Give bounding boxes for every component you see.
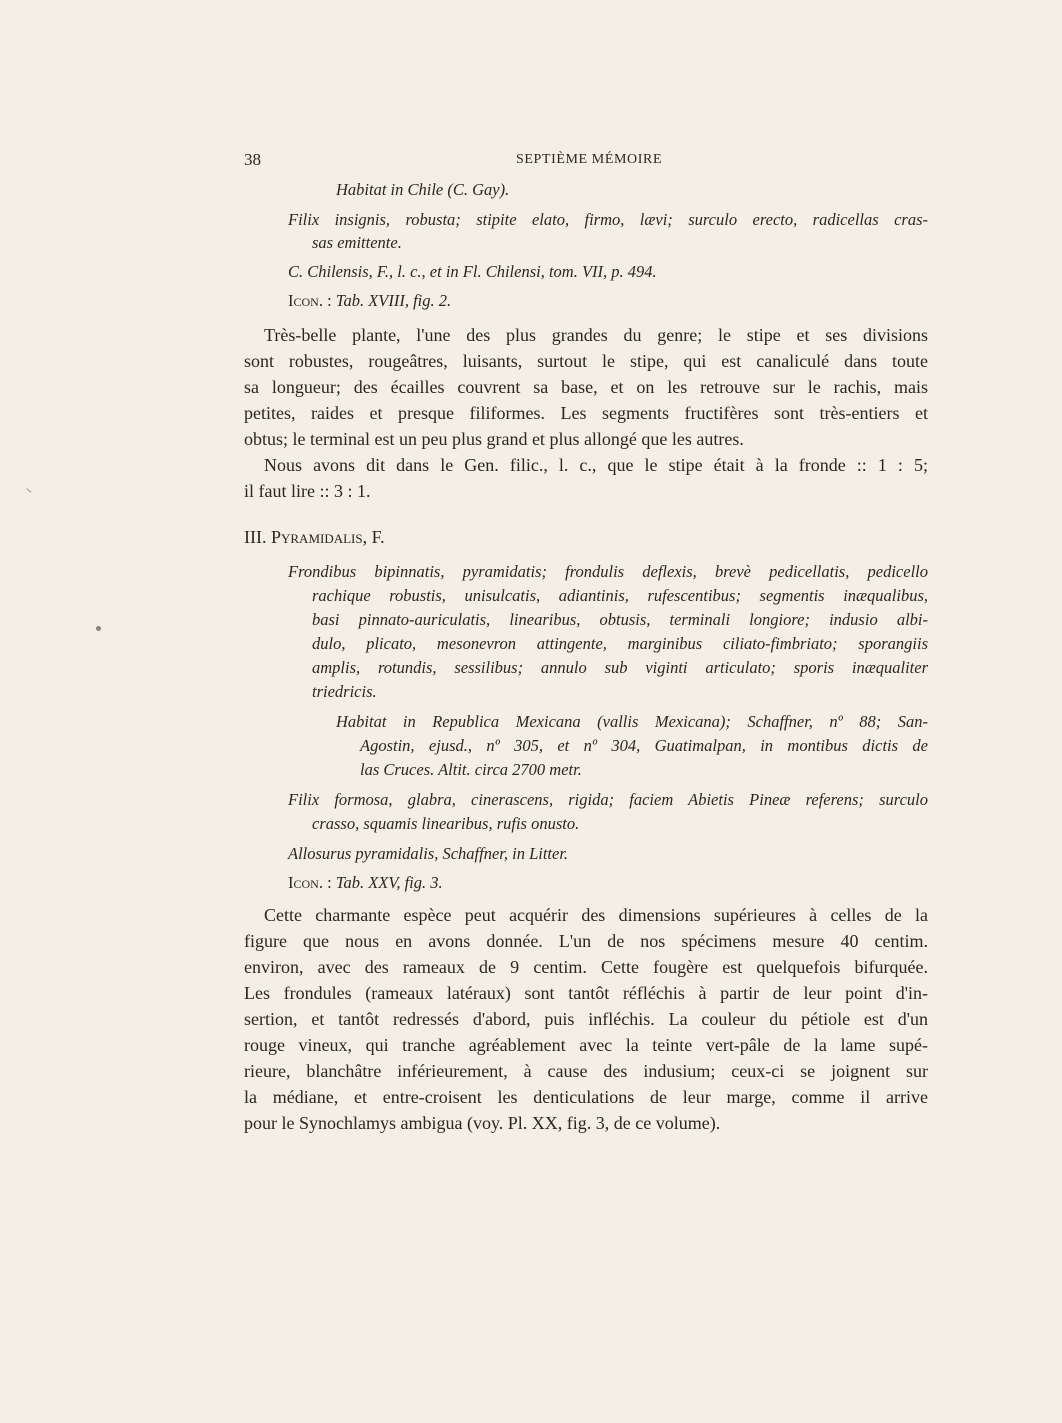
diagnosis-line: dulo, plicato, mesonevron attingente, marginibus ciliato-fimbriato; sporangiis bbox=[312, 634, 928, 653]
paragraph-line: figure que nous en avons donnée. L'un de nos spécimens mesure 40 centim. bbox=[244, 931, 928, 951]
margin-speck bbox=[96, 626, 101, 631]
diagnosis-line: triedricis. bbox=[312, 682, 377, 701]
icon-reference bbox=[288, 873, 443, 893]
paragraph-line: sertion, et tantôt redressés d'abord, puis infléchis. La couleur du pétiole est d'un bbox=[244, 1009, 928, 1029]
icon-label: Icon. : bbox=[288, 291, 332, 310]
page-number: 38 bbox=[244, 150, 261, 169]
paragraph-line: rieure, blanchâtre inférieurement, à cause des indusium; ceux-ci se joignent sur bbox=[244, 1061, 928, 1081]
plate-ref: Tab. XVIII, fig. 2. bbox=[335, 291, 452, 310]
paragraph-line: Très-belle plante, l'une des plus grandes du genre; le stipe et ses divisions bbox=[264, 325, 928, 345]
margin-speck bbox=[26, 488, 31, 493]
paragraph-line: sont robustes, rougeâtres, luisants, surtout le stipe, qui est canaliculé dans toute bbox=[244, 351, 928, 371]
diagnosis-line: amplis, rotundis, sessilibus; annulo sub viginti articulato; sporis inæqualiter bbox=[312, 658, 928, 677]
habitat-line: las Cruces. Altit. circa 2700 metr. bbox=[360, 760, 582, 779]
diagnosis-line: basi pinnato-auriculatis, linearibus, obtusis, terminali longiore; indusio albi- bbox=[312, 610, 928, 629]
habitat-line: Habitat in Republica Mexicana (vallis Mexicana); Schaffner, nº 88; San- bbox=[336, 712, 928, 731]
paragraph-line: pour le Synochlamys ambigua (voy. Pl. XX, fig. 3, de ce volume). bbox=[244, 1113, 721, 1133]
paragraph-line: Cette charmante espèce peut acquérir des dimensions supérieures à celles de la bbox=[264, 905, 928, 925]
diagnosis-line: rachique robustis, unisulcatis, adiantinis, rufescentibus; segmentis inæqualibus, bbox=[312, 586, 928, 605]
page-header bbox=[244, 150, 928, 172]
synonym-line: C. Chilensis, F., l. c., et in Fl. Chilensi, tom. VII, p. 494. bbox=[288, 262, 657, 281]
paragraph-line: Les frondules (rameaux latéraux) sont tantôt réfléchis à partir de leur point d'in- bbox=[244, 983, 928, 1003]
section-heading bbox=[244, 527, 385, 548]
synonym-line: Allosurus pyramidalis, Schaffner, in Litter. bbox=[288, 844, 569, 863]
habitat-line: Agostin, ejusd., nº 305, et nº 304, Guatimalpan, in montibus dictis de bbox=[360, 736, 928, 755]
filix-line: Filix formosa, glabra, cinerascens, rigida; faciem Abietis Pineæ referens; surculo bbox=[288, 790, 928, 809]
paragraph-line: rouge vineux, qui tranche agréablement avec la teinte vert-pâle de la lame supé- bbox=[244, 1035, 928, 1055]
paragraph-line: obtus; le terminal est un peu plus grand et plus allongé que les autres. bbox=[244, 429, 744, 449]
plate-ref: Tab. XXV, fig. 3. bbox=[335, 873, 443, 892]
heading-species: Pyramidalis, F. bbox=[270, 527, 385, 547]
paragraph-line: environ, avec des rameaux de 9 centim. Cette fougère est quelquefois bifurquée. bbox=[244, 957, 928, 977]
paragraph-line: il faut lire :: 3 : 1. bbox=[244, 481, 371, 501]
icon-reference bbox=[288, 291, 451, 311]
icon-label: Icon. : bbox=[288, 873, 332, 892]
diagnosis-line: Frondibus bipinnatis, pyramidatis; frondulis deflexis, brevè pedicellatis, pedicello bbox=[288, 562, 928, 581]
running-title: SEPTIÈME MÉMOIRE bbox=[516, 152, 663, 167]
paragraph-line: Nous avons dit dans le Gen. filic., l. c., que le stipe était à la fronde :: 1 : 5; bbox=[264, 455, 928, 475]
paragraph-line: la médiane, et entre-croisent les denticulations de leur marge, comme il arrive bbox=[244, 1087, 928, 1107]
filix-line: crasso, squamis linearibus, rufis onusto. bbox=[312, 814, 580, 833]
heading-number: III. bbox=[244, 527, 267, 547]
filix-line: Filix insignis, robusta; stipite elato, firmo, lævi; surculo erecto, radicellas cras- bbox=[288, 210, 928, 229]
paragraph-line: petites, raides et presque filiformes. Les segments fructifères sont très-entiers et bbox=[244, 403, 928, 423]
paragraph-line: sa longueur; des écailles couvrent sa base, et on les retrouve sur le rachis, mais bbox=[244, 377, 928, 397]
habitat-line: Habitat in Chile (C. Gay). bbox=[336, 180, 510, 199]
filix-line: sas emittente. bbox=[312, 233, 402, 252]
